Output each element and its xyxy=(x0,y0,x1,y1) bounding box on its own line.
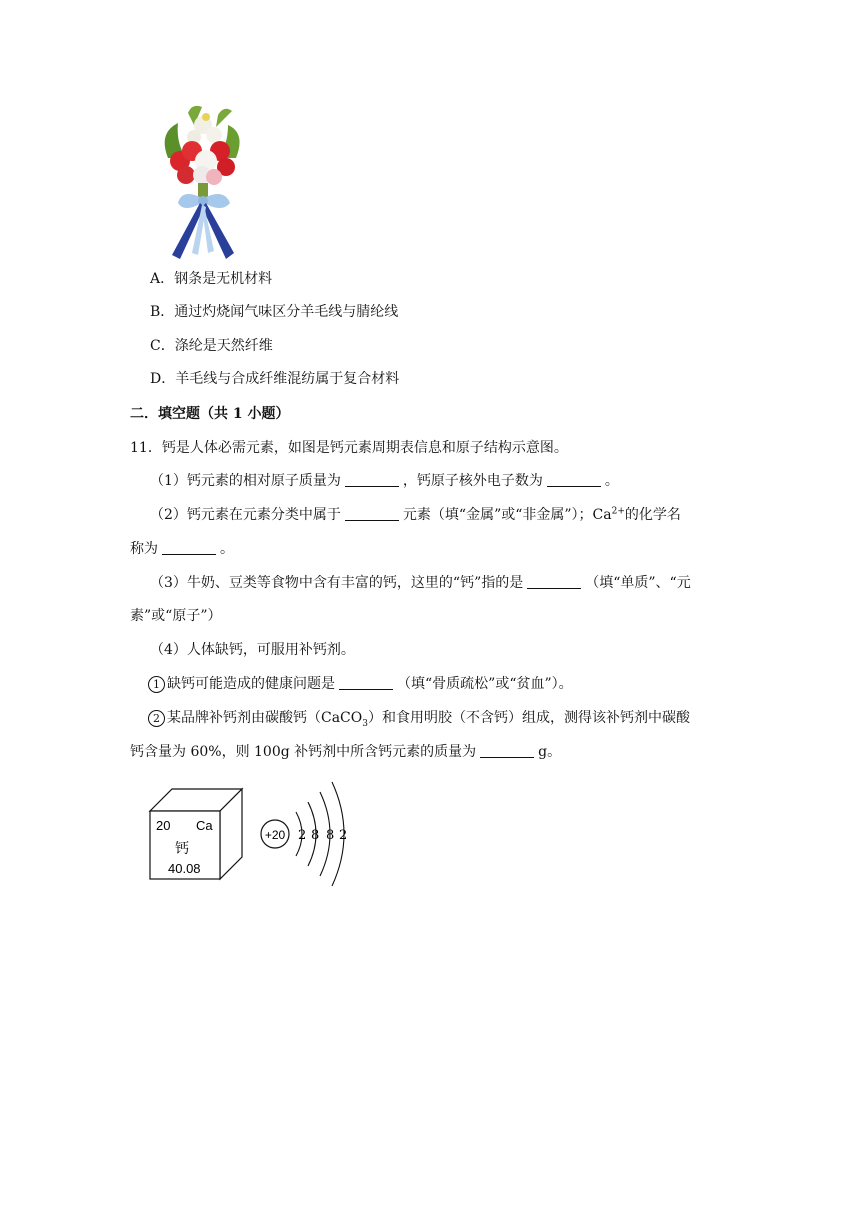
answer-blank[interactable] xyxy=(480,743,534,758)
part-2-text-b: 元素（填“金属”或“非金属”）；Ca xyxy=(402,507,612,523)
part-2-text-e: 。 xyxy=(220,541,234,557)
sub-1-text-b: （填“骨质疏松”或“贫血”）。 xyxy=(397,676,573,692)
part-2-text-a: （2）钙元素在元素分类中属于 xyxy=(150,507,341,523)
sub-2-text-d: g。 xyxy=(538,744,562,760)
atomic-mass: 40.08 xyxy=(168,861,201,876)
sub-2-text-a: 某品牌补钙剂由碳酸钙（CaCO xyxy=(167,710,363,726)
part-3 xyxy=(150,573,691,593)
element-name: 钙 xyxy=(175,841,189,857)
circled-number: 1 xyxy=(148,676,165,693)
question-stem: 11．钙是人体必需元素，如图是钙元素周期表信息和原子结构示意图。 xyxy=(130,440,568,456)
sub-2-text-c: 钙含量为 60%，则 100g 补钙剂中所含钙元素的质量为 xyxy=(130,744,477,760)
answer-blank[interactable] xyxy=(162,540,216,555)
option-b: B．通过灼烧闻气味区分羊毛线与腈纶线 xyxy=(150,304,399,320)
answer-blank[interactable] xyxy=(527,574,581,589)
part-2-text-d: 称为 xyxy=(130,541,158,557)
shell-1-electrons: 2 xyxy=(298,828,307,843)
option-d: D．羊毛线与合成纤维混纺属于复合材料 xyxy=(150,371,400,387)
element-symbol: Ca xyxy=(196,818,213,833)
section-title: 二．填空题（共 1 小题） xyxy=(130,406,290,422)
part-2-text-c: 的化学名 xyxy=(624,507,681,523)
sub-question-1 xyxy=(148,674,573,694)
part-1-text-b: ，钙原子核外电子数为 xyxy=(402,473,543,489)
nucleus-charge: +20 xyxy=(264,828,286,842)
element-card xyxy=(146,785,246,881)
part-3-cont: 素”或“原子”） xyxy=(130,608,222,624)
sub-2-text-b: ）和食用明胶（不含钙）组成，测得该补钙剂中碳酸 xyxy=(367,710,690,726)
part-3-text-b: （填“单质”、“元 xyxy=(585,575,691,591)
option-c: C．涤纶是天然纤维 xyxy=(150,338,273,354)
sub-question-2 xyxy=(148,708,690,728)
part-2-cont xyxy=(130,539,234,559)
part-1-text-a: （1）钙元素的相对原子质量为 xyxy=(150,473,341,489)
part-1 xyxy=(150,471,619,491)
part-4: （4）人体缺钙，可服用补钙剂。 xyxy=(150,642,355,658)
part-2 xyxy=(150,505,681,525)
atom-structure-diagram xyxy=(258,776,358,894)
option-a: A．钢条是无机材料 xyxy=(150,271,273,287)
sub-1-text-a: 缺钙可能造成的健康问题是 xyxy=(167,676,335,692)
answer-blank[interactable] xyxy=(339,675,393,690)
shell-2-electrons: 8 xyxy=(311,828,320,843)
formula-subscript: 3 xyxy=(362,718,368,729)
ion-charge: 2+ xyxy=(611,506,625,517)
answer-blank[interactable] xyxy=(345,472,399,487)
part-3-text-a: （3）牛奶、豆类等食物中含有丰富的钙，这里的“钙”指的是 xyxy=(150,575,524,591)
answer-blank[interactable] xyxy=(345,506,399,521)
atomic-number: 20 xyxy=(156,818,171,833)
part-1-text-c: 。 xyxy=(604,473,619,489)
flower-bouquet-image xyxy=(158,103,246,261)
circled-number: 2 xyxy=(148,710,165,727)
shell-3-electrons: 8 xyxy=(326,828,335,843)
shell-4-electrons: 2 xyxy=(339,828,348,843)
answer-blank[interactable] xyxy=(547,472,601,487)
sub-question-2-cont xyxy=(130,742,561,762)
